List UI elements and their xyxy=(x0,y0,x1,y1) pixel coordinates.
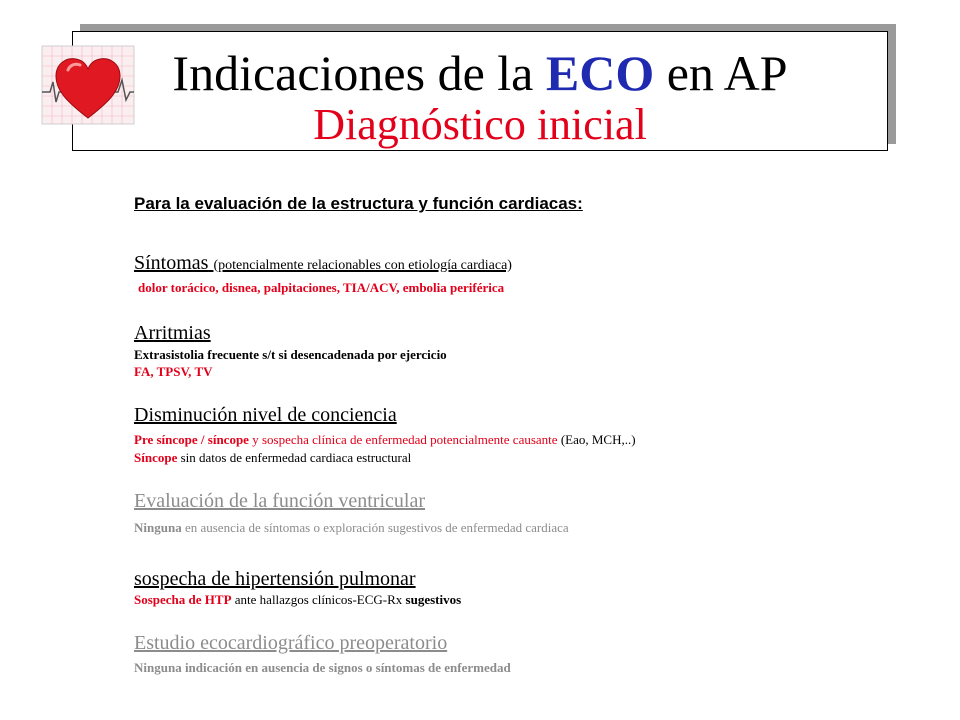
sintomas-heading: Síntomas xyxy=(134,252,209,274)
pulmonar-d-red: Sospecha de HTP xyxy=(134,592,232,607)
preoperatorio-heading: Estudio ecocardiográfico preoperatorio xyxy=(134,632,448,654)
title-part1: Indicaciones de la xyxy=(172,45,546,101)
conciencia-detail-2 xyxy=(134,450,411,466)
page-subtitle: Diagnóstico inicial xyxy=(313,100,647,149)
preoperatorio-detail: Ninguna indicación en ausencia de signos o síntomas de enfermedad xyxy=(134,660,511,675)
arritmias-heading: Arritmias xyxy=(134,322,211,344)
arritmias-detail-1: Extrasistolia frecuente s/t si desencadenada por ejercicio xyxy=(134,347,447,362)
title-box xyxy=(72,31,888,151)
title-part3: en AP xyxy=(654,45,788,101)
conciencia-d1-red: Pre síncope / síncope xyxy=(134,432,249,447)
pulmonar-d-mid: ante hallazgos clínicos-ECG-Rx xyxy=(231,592,406,607)
conciencia-heading: Disminución nivel de conciencia xyxy=(134,404,397,426)
ventricular-detail xyxy=(134,520,569,536)
pulmonar-detail xyxy=(134,592,461,608)
pulmonar-heading: sospecha de hipertensión pulmonar xyxy=(134,568,416,590)
ventricular-heading: Evaluación de la función ventricular xyxy=(134,490,425,512)
page-title xyxy=(73,44,887,102)
arritmias-detail-2: FA, TPSV, TV xyxy=(134,364,213,379)
pulmonar-d-bold: sugestivos xyxy=(405,592,462,607)
conciencia-d1-black: (Eao, MCH,..) xyxy=(557,432,636,447)
title-eco: ECO xyxy=(545,45,655,101)
intro-heading: Para la evaluación de la estructura y función cardiacas: xyxy=(134,194,583,213)
conciencia-d2-red: Síncope xyxy=(134,450,178,465)
section-heading-sintomas xyxy=(134,252,512,275)
sintomas-note: (potencialmente relacionables con etiología cardiaca) xyxy=(213,258,512,273)
conciencia-d1-red-rest: y sospecha clínica de enfermedad potencialmente causante xyxy=(248,432,558,447)
sintomas-detail: dolor torácico, disnea, palpitaciones, TIA/ACV, embolia periférica xyxy=(138,280,505,295)
ventricular-d-rest: en ausencia de síntomas o exploración sugestivos de enfermedad cardiaca xyxy=(181,520,569,535)
conciencia-d2-rest: sin datos de enfermedad cardiaca estructural xyxy=(177,450,412,465)
conciencia-detail-1 xyxy=(134,432,636,448)
ventricular-d-bold: Ninguna xyxy=(134,520,182,535)
heart-ecg-icon xyxy=(40,44,136,126)
